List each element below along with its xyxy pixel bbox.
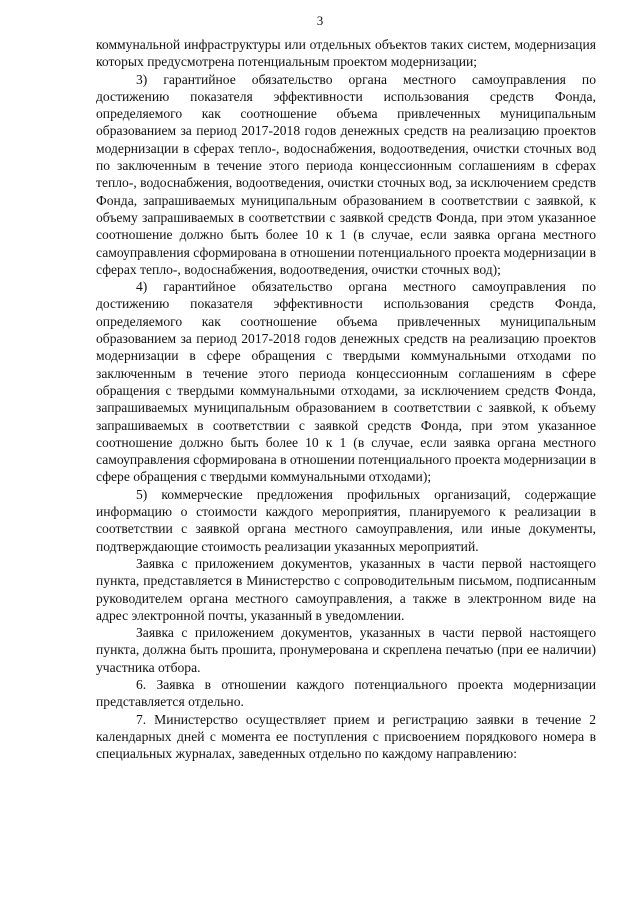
document-body [96,36,596,762]
paragraph-clause-7: 7. Министерство осуществляет прием и регистрацию заявки в течение 2 календарных дней с момента ее поступления с присвоением порядкового номера в специальных журналах, заведенных отдельно по каждому направлению: [96,711,596,762]
paragraph-item-3: 3) гарантийное обязательство органа местного самоуправления по достижению показателя эффективности использования средств Фонда, определяемого как соотношение объема привлеченных муниципальным образованием за период 2017-2018 годов денежных средств на реализацию проектов модернизации в сферах тепло-, водоснабжения, водоотведения, очистки сточных вод по заключенным в течение этого периода концессионным соглашениям в сферах тепло-, водоснабжения, водоотведения, очистки сточных вод, за исключением средств Фонда, запрашиваемых муниципальным образованием в соответствии с заявкой, к объему запрашиваемых в соответствии с заявкой средств Фонда, при этом указанное соотношение должно быть более 10 к 1 (в случае, если заявка органа местного самоуправления сформирована в отношении потенциального проекта модернизации в сферах тепло-, водоснабжения, водоотведения, очистки сточных вод); [96,71,597,277]
paragraph-clause-6: 6. Заявка в отношении каждого потенциального проекта модернизации представляется отдельно. [96,676,596,710]
paragraph-submission-letter: Заявка с приложением документов, указанных в части первой настоящего пункта, представляется в Министерство с сопроводительным письмом, подписанным руководителем органа местного самоуправления, а также в электронном виде на адрес электронной почты, указанный в уведомлении. [96,555,596,623]
paragraph-continuation: коммунальной инфраструктуры или отдельных объектов таких систем, модернизация которых предусмотрена потенциальным проектом модернизации; [96,37,596,70]
paragraph-item-5: 5) коммерческие предложения профильных организаций, содержащие информацию о стоимости каждого мероприятия, планируемого к реализации в соответствии с заявкой органа местного самоуправления, или иные документы, подтверждающие стоимость реализации указанных мероприятий. [96,486,596,554]
paragraph-item-4: 4) гарантийное обязательство органа местного самоуправления по достижению показателя эффективности использования средств Фонда, определяемого как соотношение объема привлеченных муниципальным образованием за период 2017-2018 годов денежных средств на реализацию проектов модернизации в сфере обращения с твердыми коммунальными отходами по заключенным в течение этого периода концессионным соглашениям в сфере обращения с твердыми коммунальными отходами, за исключением средств Фонда, запрашиваемых муниципальным образованием в соответствии с заявкой, к объему запрашиваемых в соответствии с заявкой средств Фонда, при этом указанное соотношение должно быть более 10 к 1 (в случае, если заявка органа местного самоуправления сформирована в отношении потенциального проекта модернизации в сфере обращения с твердыми коммунальными отходами); [96,279,597,485]
paragraph-submission-binding: Заявка с приложением документов, указанных в части первой настоящего пункта, должна быть прошита, пронумерована и скреплена печатью (при ее наличии) участника отбора. [96,625,596,675]
page-number: 3 [316,13,324,28]
